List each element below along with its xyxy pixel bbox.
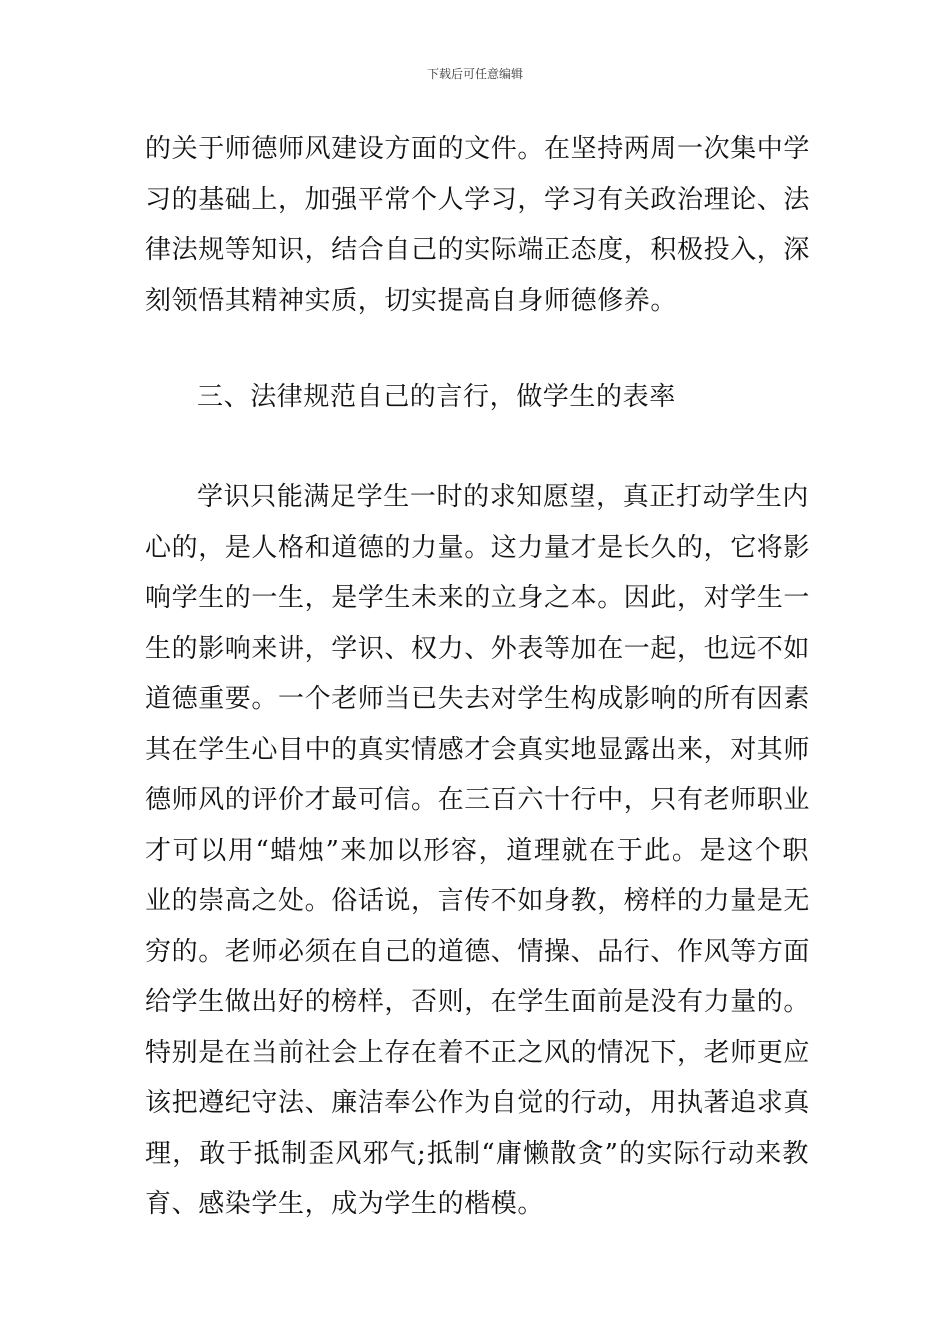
paragraph-2-line: 道德重要。一个老师当已失去对学生构成影响的所有因素 bbox=[145, 684, 811, 714]
paragraph-2-line: 心的，是人格和道德的力量。这力量才是长久的，它将影 bbox=[145, 532, 811, 563]
paragraph-1-line: 刻领悟其精神实质，切实提高自身师德修养。 bbox=[145, 285, 678, 316]
paragraph-2-line: 该把遵纪守法、廉洁奉公作为自觉的行动，用执著追求真 bbox=[145, 1088, 811, 1118]
section-heading: 三、法律规范自己的言行，做学生的表率 bbox=[197, 382, 676, 412]
paragraph-2-line: 德师风的评价才最可信。在三百六十行中，只有老师职业 bbox=[145, 785, 811, 815]
paragraph-2-line: 响学生的一生，是学生未来的立身之本。因此，对学生一 bbox=[145, 583, 811, 613]
page-header: 下载后可任意编辑 bbox=[426, 67, 523, 81]
paragraph-2-line: 其在学生心目中的真实情感才会真实地显露出来，对其师 bbox=[145, 734, 811, 765]
paragraph-1 bbox=[145, 124, 809, 326]
paragraph-2-line: 给学生做出好的榜样，否则，在学生面前是没有力量的。 bbox=[145, 987, 811, 1017]
paragraph-2-line: 理，敢于抵制歪风邪气;抵制“庸懒散贪”的实际行动来教 bbox=[145, 1138, 809, 1169]
paragraph-1-line: 习的基础上，加强平常个人学习，学习有关政治理论、法 bbox=[145, 184, 811, 215]
paragraph-1-line: 律法规等知识，结合自己的实际端正态度，积极投入，深 bbox=[145, 235, 811, 265]
paragraph-1-line: 的关于师德师风建设方面的文件。在坚持两周一次集中学 bbox=[145, 134, 811, 164]
paragraph-2-line: 生的影响来讲，学识、权力、外表等加在一起，也远不如 bbox=[145, 633, 811, 664]
paragraph-2-line: 穷的。老师必须在自己的道德、情操、品行、作风等方面 bbox=[145, 936, 811, 967]
paragraph-2-line: 学识只能满足学生一时的求知愿望，真正打动学生内 bbox=[197, 482, 809, 512]
paragraph-2-line: 育、感染学生，成为学生的楷模。 bbox=[145, 1189, 545, 1219]
paragraph-2-line: 特别是在当前社会上存在着不正之风的情况下，老师更应 bbox=[145, 1037, 811, 1068]
paragraph-2-line: 才可以用“蜡烛”来加以形容，道理就在于此。是这个职 bbox=[145, 835, 809, 866]
paragraph-2-line: 业的崇高之处。俗话说，言传不如身教，榜样的力量是无 bbox=[145, 886, 811, 916]
paragraph-2 bbox=[145, 472, 809, 1230]
